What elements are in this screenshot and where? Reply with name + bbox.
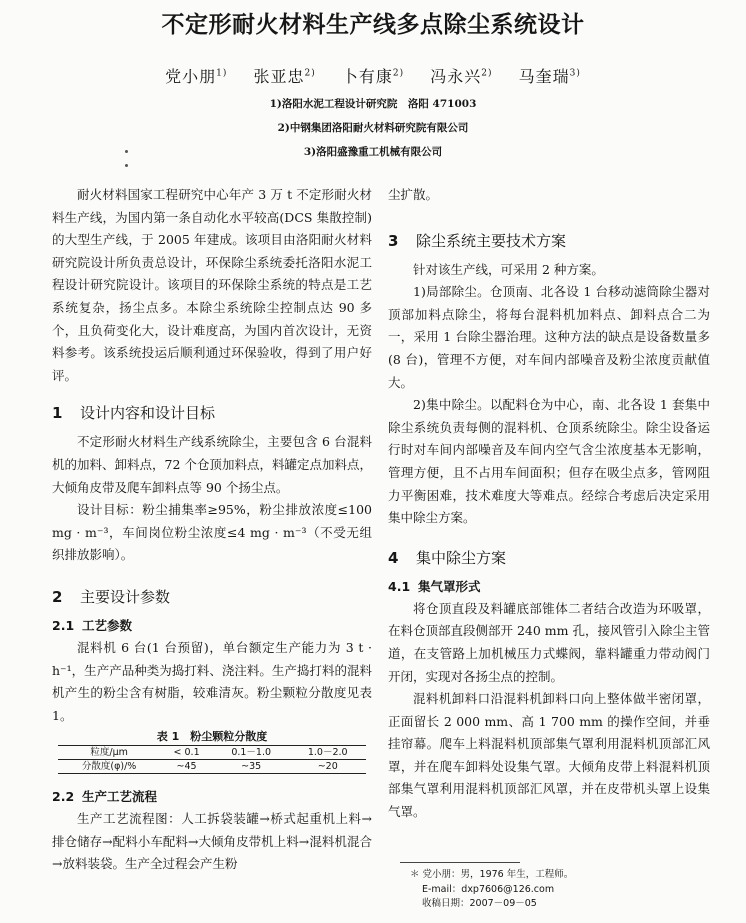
table-cell: ~20 [289,760,366,774]
section-4-1-paragraph: 混料机卸料口沿混料机卸料口向上整体做半密闭罩，正面留长 2 000 mm、高 1 700 mm 的操作空间，并垂挂帘幕。爬车上料混料机顶部集气罩利用混料机顶部汇风罩，并在爬车卸料处设集气罩。大倾角皮带上料混料机顶部集气罩利用混料机顶部汇风罩，并在皮带机头罩上设集气罩。 [388,691,710,820]
section-heading: 3 除尘系统主要技术方案 [388,231,567,250]
intro-paragraph: 耐火材料国家工程研究中心年产 3 万 t 不定形耐火材料生产线，为国内第一条自动化水平较高(DCS 集散控制)的大型生产线，于 2005 年建成。该项目由洛阳耐火材料研究院设计所负责总设计，环保除尘系统委托洛阳水泥工程设计研究院设计。该项目的环保除尘系统的特点是工艺系统复杂，扬尘点多。本除尘系统除尘控制点达 90 多个，且负荷变化大，设计难度高，为国内首次设计，无资料参考。该系统投运后顺利通过环保验收，得到了用户好评。 [52,187,372,383]
author: 马奎瑞$^{3)}$ [518,67,581,86]
particle-dispersion-table [58,745,366,774]
left-column [52,184,372,876]
table-cell: ~35 [213,760,290,774]
affiliation-1: 1)洛阳水泥工程设计研究院 洛阳 471003 [269,98,477,110]
subsection-heading: 2.1 工艺参数 [52,617,133,633]
right-column [388,184,710,824]
section-3-paragraph: 1)局部除尘。仓顶南、北各设 1 台移动滤筒除尘器对顶部加料点除尘，将每台混料机加料点、卸料点合二为一，采用 1 台除尘器治理。这种方法的缺点是设备数量多(8 台)，管理不方便，对车间内部噪音及粉尘浓度贡献值大。 [388,284,710,390]
author: 卜有康$^{2)}$ [341,67,405,86]
section-4-1-paragraph: 将仓顶直段及料罐底部锥体二者结合改造为环吸罩，在料仓顶部直段侧部开 240 mm 孔，接风管引入除尘主管道，在支管路上加机械压力式蝶阀，靠料罐重力带动阀门开闭，实现对各扬尘点的控制。 [388,600,710,684]
paper-title: 不定形耐火材料生产线多点除尘系统设计 [161,12,585,38]
table-caption: 表 1 粉尘颗粒分散度 [156,730,268,744]
affiliation-2: 2)中钢集团洛阳耐火材料研究院有限公司 [277,122,469,134]
footnote-rule [400,862,520,863]
section-heading: 1 设计内容和设计目标 [52,404,216,423]
table-cell: ~45 [160,760,213,774]
section-3-paragraph: 2)集中除尘。以配料仓为中心，南、北各设 1 套集中除尘系统负责每侧的混料机、仓顶系统除尘。除尘设备运行时对车间内部噪音及车间内空气含尘浓度基本无影响，管理方便，且不占用车间面积；但存在吸尘点多，管网阻力平衡困难，技术难度大等难点。经综合考虑后决定采用集中除尘方案。 [388,397,710,526]
section-2-1-paragraph: 混料机 6 台(1 台预留)，单台额定生产能力为 3 t · h⁻¹，生产产品种类为捣打料、浇注料。生产捣打料的混料机产生的粉尘含有树脂，较难清灰。粉尘颗粒分散度见表 1。 [52,639,372,723]
continued-paragraph: 尘扩散。 [388,187,439,202]
section-heading: 2 主要设计参数 [52,587,171,606]
table-cell: 1.0－2.0 [289,746,366,760]
footnote-date: 收稿日期：2007－09－05 [422,898,537,909]
table-cell: 0.1－1.0 [213,746,290,760]
table-cell: 粒度/μm [58,746,160,760]
section-3-paragraph: 针对该生产线，可采用 2 种方案。 [413,261,604,277]
author: 党小朋$^{1)}$ [165,67,228,86]
footnote-email: E-mail：dxp7606@126.com [422,883,555,895]
footnote-line: ＊ 党小朋：男，1976 年生，工程师。 [410,869,574,880]
subsection-heading: 2.2 生产工艺流程 [52,789,158,805]
table-row [58,760,366,774]
table-cell: 分散度(φ)/% [58,760,160,774]
section-1-paragraph: 设计目标：粉尘捕集率≥95%，粉尘排放浓度≤100 mg · m⁻³，车间岗位粉尘浓度≤4 mg · m⁻³（不受无组织排放影响）。 [52,502,372,563]
scan-speck [125,150,128,153]
author-list [0,64,746,87]
section-1-paragraph: 不定形耐火材料生产线系统除尘，主要包含 6 台混料机的加料、卸料点，72 个仓顶加料点，料罐定点加料点，大倾角皮带及爬车卸料点等 90 个扬尘点。 [52,434,372,495]
author: 张亚忠$^{2)}$ [253,67,316,86]
section-2-2-paragraph: 生产工艺流程图：人工拆袋装罐→桥式起重机上料→排仓储存→配料小车配料→大倾角皮带机上料→混料机混合→放料装袋。生产全过程会产生粉 [52,811,372,872]
table-cell: < 0.1 [160,746,213,760]
table-header-row [58,746,366,760]
author-footnote [410,868,710,912]
affiliation-3: 3)洛阳盛豫重工机械有限公司 [303,146,443,158]
subsection-heading: 4.1 集气罩形式 [388,578,481,594]
scan-speck [125,164,128,167]
section-heading: 4 集中除尘方案 [388,548,507,567]
author: 冯永兴$^{2)}$ [430,67,493,86]
